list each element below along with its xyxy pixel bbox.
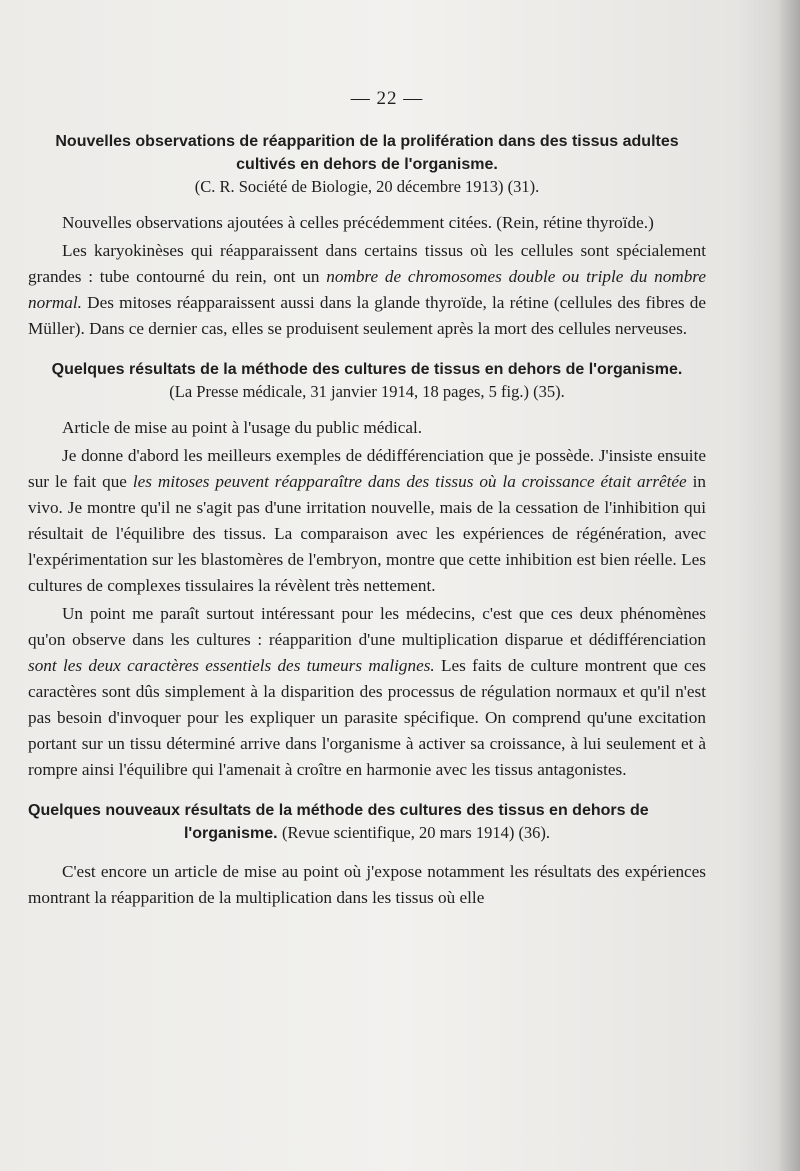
section-3 [28, 799, 706, 911]
section-1-heading: Nouvelles observations de réapparition de la prolifération dans des tissus adultes cultivés en dehors de l'organisme. [55, 133, 679, 173]
section-1 [28, 130, 706, 342]
section-2-citation: (La Presse médicale, 31 janvier 1914, 18 pages, 5 fig.) (35). [169, 382, 565, 401]
section-3-paragraph-1: C'est encore un article de mise au point où j'expose notamment les résultats des expériences montrant la réapparition de la multiplication dans les tissus où elle [28, 862, 706, 907]
section-2 [28, 358, 706, 783]
page-number: — 22 — [350, 88, 424, 109]
page-edge-shadow [780, 0, 800, 1171]
section-2-paragraph-1: Article de mise au point à l'usage du public médical. [62, 418, 423, 437]
section-2-heading: Quelques résultats de la méthode des cultures de tissus en dehors de l'organisme. [51, 361, 683, 378]
section-3-citation: (Revue scientifique, 20 mars 1914) (36). [282, 823, 551, 842]
page-content [28, 88, 706, 911]
section-1-paragraph-2: Les karyokinèses qui réapparaissent dans certains tissus où les cellules sont spécialement grandes : tube contourné du rein, ont un nombre de chromosomes double ou triple du nombre normal. Des mitoses réapparaissent aussi dans la glande thyroïde, la rétine (cellules des fibres de Müller). Dans ce dernier cas, elles se produisent seulement après la mort des cellules nerveuses. [28, 241, 706, 338]
section-1-paragraph-1: Nouvelles observations ajoutées à celles précédemment citées. (Rein, rétine thyroïde.) [62, 213, 654, 232]
section-2-paragraph-3: Un point me paraît surtout intéressant pour les médecins, c'est que ces deux phénomènes qu'on observe dans les cultures : réapparition d'une multiplication disparue et dédifférenciation sont les deux caractères essentiels des tumeurs malignes. Les faits de culture montrent que ces caractères sont dûs simplement à la disparition des processus de régulation normaux et qu'il n'est pas besoin d'invoquer pour les expliquer un parasite spécifique. On comprend qu'une excitation portant sur un tissu déterminé arrive dans l'organisme à activer sa croissance, à lui seulement et à rompre ainsi l'équilibre qui l'amenait à croître en harmonie avec les tissus antagonistes. [28, 604, 706, 779]
section-3-heading [28, 799, 706, 845]
section-1-citation: (C. R. Société de Biologie, 20 décembre 1913) (31). [194, 177, 540, 196]
section-3-heading-line-2: l'organisme. (Revue scientifique, 20 mars 1914) (36). [183, 823, 551, 842]
section-2-paragraph-2: Je donne d'abord les meilleurs exemples de dédifférenciation que je possède. J'insiste ensuite sur le fait que les mitoses peuvent réapparaître dans des tissus où la croissance était arrêtée in vivo. Je montre qu'il ne s'agit pas d'une irritation nouvelle, mais de la cessation de l'inhibition qui résultait de l'équilibre des tissus. La comparaison avec les expériences de régénération, avec l'expérimentation sur les blastomères de l'embryon, montre que cette inhibition est bien réelle. Les cultures de complexes tissulaires la révèlent très nettement. [28, 446, 706, 595]
section-3-heading-line-1: Quelques nouveaux résultats de la méthode des cultures des tissus en dehors de [28, 802, 649, 819]
